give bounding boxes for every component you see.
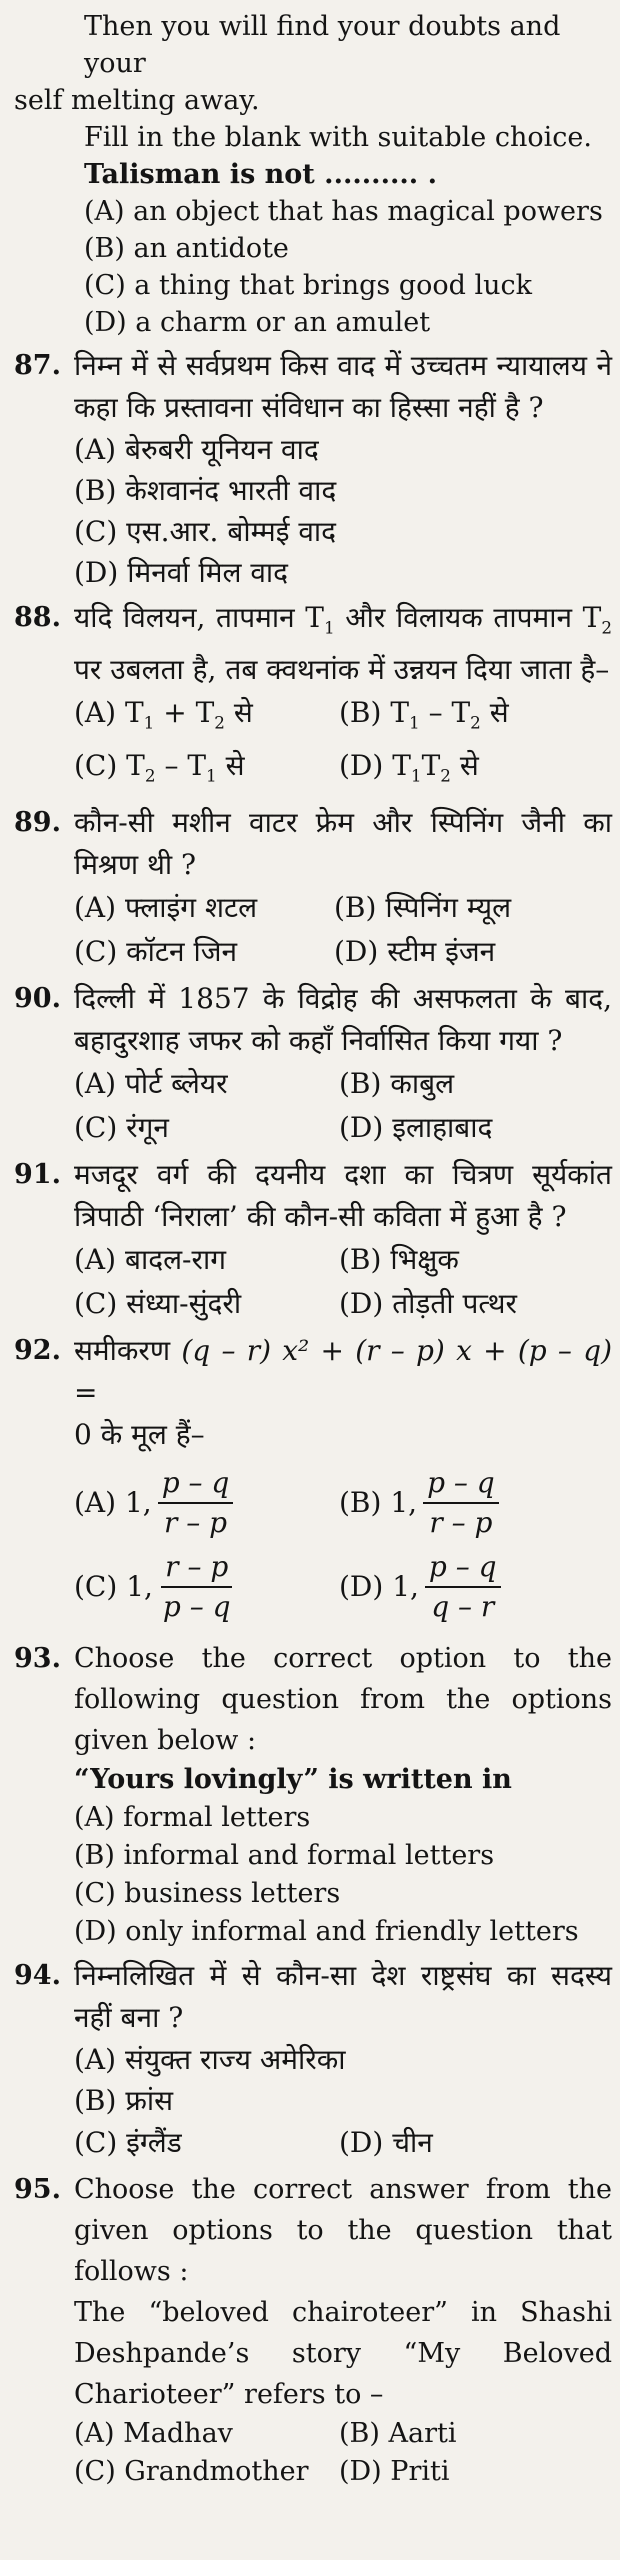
option: (A) an object that has magical powers (84, 196, 603, 227)
fraction: $\frac{p - q}{q - r}$ (425, 1550, 501, 1624)
option: (C) $T_2 - T_1$ से (74, 749, 245, 786)
question-95 (14, 2169, 612, 2491)
question-number: 94. (14, 1959, 61, 1991)
option: (D) इलाहाबाद (339, 1110, 493, 1144)
option: (C) एस.आर. बोम्मई वाद (74, 515, 337, 548)
option: (A) पोर्ट ब्लेयर (74, 1066, 228, 1100)
question-90 (14, 978, 612, 1150)
option: (B) स्पिनिंग म्यूल (334, 890, 512, 924)
option: (B) फ्रांस (74, 2083, 174, 2117)
option: (B) काबुल (339, 1066, 455, 1100)
option: (B) $T_1 - T_2$ से (339, 695, 509, 733)
option: (B) informal and formal letters (74, 1839, 495, 1871)
question-number: 88. (14, 602, 61, 633)
question-87 (14, 345, 612, 593)
question-88 (14, 597, 612, 798)
option: (A) 1, $\frac{p - q}{r - p}$ (74, 1466, 339, 1540)
option: (C) 1, $\frac{r - p}{p - q}$ (74, 1550, 339, 1624)
option: (A) $T_1 + T_2$ से (74, 695, 253, 733)
option: (C) संध्या-सुंदरी (74, 1286, 242, 1320)
option: (B) Aarti (339, 2417, 457, 2449)
option: (C) business letters (74, 1877, 341, 1909)
option: (C) कॉटन जिन (74, 934, 238, 968)
question-stem: मजदूर वर्ग की दयनीय दशा का चित्रण सूर्यकांत त्रिपाठी ‘निराला’ की कौन-सी कविता में हुआ है ? (74, 1157, 612, 1233)
option: (A) बादल-राग (74, 1242, 226, 1276)
option: (B) an antidote (84, 233, 289, 264)
option: (C) Grandmother (74, 2455, 309, 2487)
option: (C) इंग्लैंड (74, 2125, 182, 2159)
question-text: The “beloved chairoteer” in Shashi Deshpande’s story “My Beloved Charioteer” refers to – (74, 2296, 612, 2410)
option: (A) Madhav (74, 2417, 233, 2449)
instruction-line: Fill in the blank with suitable choice. (84, 122, 592, 153)
option: (D) only informal and friendly letters (74, 1915, 579, 1947)
option: (B) 1, $\frac{p - q}{r - p}$ (339, 1466, 499, 1540)
question-stem: यदि विलयन, तापमान $T_1$ और विलायक तापमान $T_2$ पर उबलता है, तब क्वथनांक में उन्नयन दिया जाता है– (74, 601, 612, 686)
option: (B) भिक्षुक (339, 1242, 459, 1276)
question-stem: समीकरण (q – r) x² + (r – p) x + (p – q) = 0 के मूल हैं– (74, 1333, 612, 1451)
question-number: 87. (14, 350, 61, 381)
question-94 (14, 1955, 612, 2165)
option: (B) केशवानंद भारती वाद (74, 474, 337, 507)
question-stem: दिल्ली में 1857 के विद्रोह की असफलता के बाद, बहादुरशाह जफर को कहाँ निर्वासित किया गया ? (74, 981, 612, 1057)
passage-line: self melting away. (14, 85, 260, 116)
option: (D) Priti (339, 2455, 450, 2487)
question-93 (14, 1638, 612, 1951)
question-number: 95. (14, 2173, 61, 2205)
option: (A) संयुक्त राज्य अमेरिका (74, 2042, 346, 2076)
option: (A) formal letters (74, 1801, 311, 1833)
question-text: Talisman is not .......... . (84, 159, 437, 190)
passage-line: Then you will find your doubts and your (84, 11, 561, 79)
fraction: $\frac{r - p}{p - q}$ (162, 1549, 231, 1623)
question-stem: निम्न में से सर्वप्रथम किस वाद में उच्चतम न्यायालय ने कहा कि प्रस्तावना संविधान का हिस्सा नहीं है ? (74, 349, 612, 424)
option: (D) स्टीम इंजन (334, 934, 496, 968)
option: (C) a thing that brings good luck (84, 270, 532, 301)
option: (D) तोड़ती पत्थर (339, 1286, 517, 1320)
option: (D) a charm or an amulet (84, 307, 431, 338)
intro-section (14, 8, 612, 341)
option: (D) चीन (339, 2125, 433, 2159)
question-number: 92. (14, 1334, 61, 1366)
question-92 (14, 1330, 612, 1634)
fraction: $\frac{p - q}{r - p}$ (158, 1466, 234, 1540)
fraction: $\frac{p - q}{r - p}$ (423, 1466, 499, 1540)
option: (D) 1, $\frac{p - q}{q - r}$ (339, 1550, 501, 1624)
option: (D) मिनर्वा मिल वाद (74, 556, 289, 589)
question-91 (14, 1154, 612, 1326)
option: (C) रंगून (74, 1110, 169, 1144)
question-number: 91. (14, 1158, 61, 1190)
question-text: “Yours lovingly” is written in (74, 1763, 512, 1795)
question-stem: कौन-सी मशीन वाटर फ्रेम और स्पिनिंग जैनी का मिश्रण थी ? (74, 805, 612, 881)
question-number: 93. (14, 1642, 61, 1674)
question-89 (14, 802, 612, 974)
question-stem: Choose the correct option to the following question from the options given below : (74, 1642, 612, 1756)
option: (A) फ्लाइंग शटल (74, 890, 258, 924)
question-number: 89. (14, 806, 61, 838)
question-number: 90. (14, 982, 61, 1014)
option: (A) बेरुबरी यूनियन वाद (74, 433, 319, 466)
equation: (q – r) x² + (r – p) x + (p – q) = (74, 1333, 612, 1409)
question-stem: Choose the correct answer from the given options to the question that follows : (74, 2173, 612, 2287)
question-stem: निम्नलिखित में से कौन-सा देश राष्ट्रसंघ का सदस्य नहीं बना ? (74, 1958, 612, 2034)
option: (D) $T_1T_2$ से (339, 749, 479, 786)
